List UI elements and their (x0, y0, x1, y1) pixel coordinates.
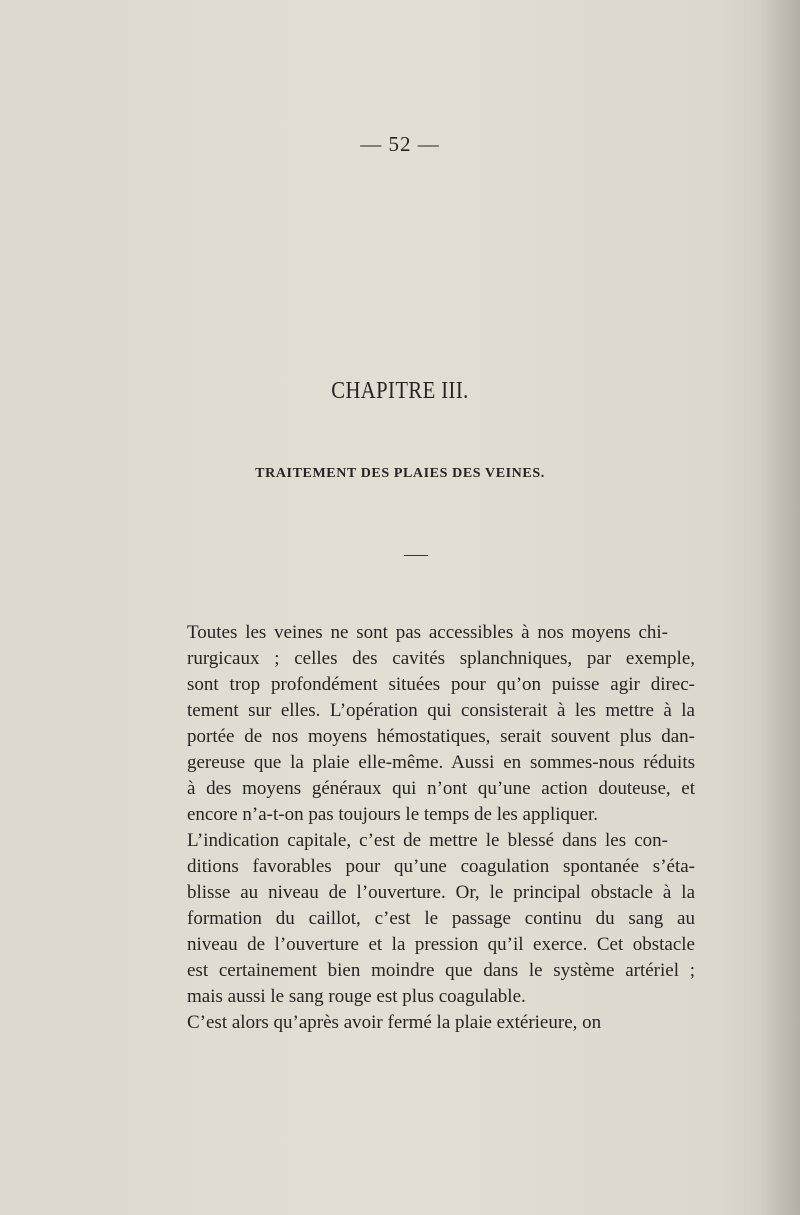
text-line: niveau de l’ouverture et la pression qu’il exerce. Cet obstacle (187, 934, 695, 955)
section-title: TRAITEMENT DES PLAIES DES VEINES. (255, 466, 545, 481)
paragraph (160, 828, 695, 1010)
body-text (160, 620, 695, 1036)
text-line: C’est alors qu’après avoir fermé la plaie extérieure, on (187, 1012, 602, 1033)
text-line: rurgicaux ; celles des cavités splanchniques, par exemple, (187, 648, 695, 669)
separator-rule (404, 555, 428, 556)
text-line: mais aussi le sang rouge est plus coagulable. (187, 986, 526, 1007)
text-line: sont trop profondément situées pour qu’on puisse agir direc- (187, 674, 695, 695)
text-line: à des moyens généraux qui n’ont qu’une action douteuse, et (187, 778, 695, 799)
text-line: tement sur elles. L’opération qui consisterait à les mettre à la (187, 700, 695, 721)
chapter-title: CHAPITRE III. (331, 378, 469, 404)
text-line: encore n’a-t-on pas toujours le temps de les appliquer. (187, 804, 599, 825)
paragraph (160, 620, 695, 828)
page-number: — 52 — (360, 132, 440, 156)
text-line: blisse au niveau de l’ouverture. Or, le principal obstacle à la (187, 882, 695, 903)
text-line: est certainement bien moindre que dans le système artériel ; (187, 960, 695, 981)
page-edge-shadow (760, 0, 800, 1215)
text-line: formation du caillot, c’est le passage continu du sang au (187, 908, 695, 929)
text-line: gereuse que la plaie elle-même. Aussi en sommes-nous réduits (187, 752, 695, 773)
text-line: L’indication capitale, c’est de mettre le blessé dans les con- (187, 830, 668, 851)
text-line: portée de nos moyens hémostatiques, serait souvent plus dan- (187, 726, 695, 747)
paragraph (160, 1010, 668, 1036)
text-line: Toutes les veines ne sont pas accessibles à nos moyens chi- (187, 622, 668, 643)
text-line: ditions favorables pour qu’une coagulation spontanée s’éta- (187, 856, 695, 877)
